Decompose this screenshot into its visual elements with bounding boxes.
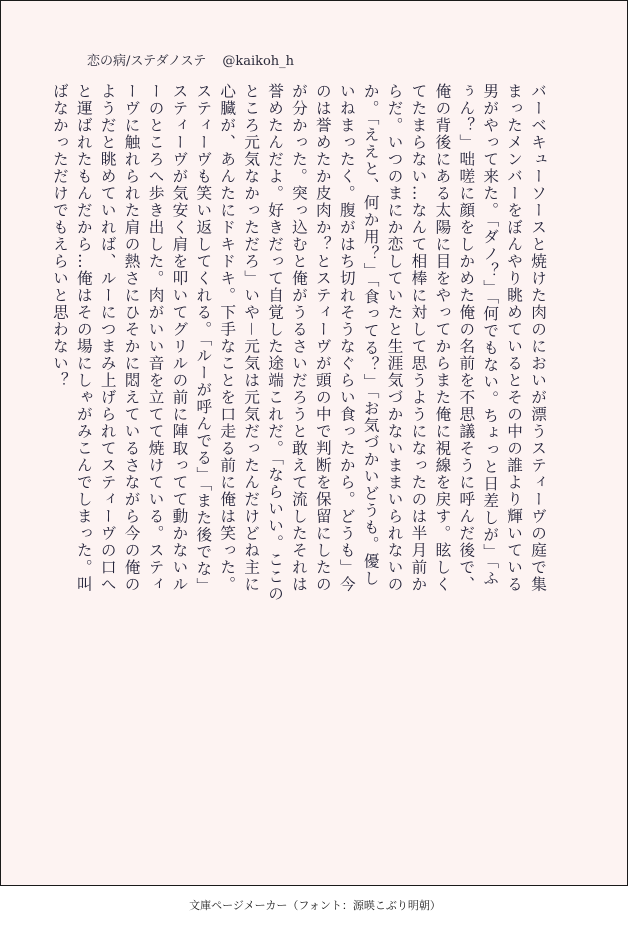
story-body: バーベキューソースと焼けた肉のにおいが漂うスティーヴの庭で集まったメンバーをぼんやり眺めているとその中の誰より輝いている男がやって来た。「ダノ？」「何でもない。ちょっと日差しが」「ふぅん？」咄嗟に顔をしかめた俺の名前を不思議そうに呼んだ後で、俺の背後にある太陽に目をやってからまた俺に視線を戻す。眩しくてたまらない…なんて相棒に対して思うようになったのは半月前からだ。いつのまにか恋していたと生涯気づかないままいられないのか。「ええと、何か用？」「食ってる？」「お気づかいどうも。優しいねまったく。腹がはち切れそうなぐらい食ったから。どうも」今のは誉めたか皮肉か？とスティーヴが頭の中で判断を保留にしたのが分かった。突っ込むと俺がうるさいだろうと敢えて流したそれは誉めたんだよ。好きだって自覚した途端これだ。「ならいい。ここのところ元気なかっただろ」いや－元気は元気だったんだけどね主に心臓が、あんたにドキドキ。下手なことを口走る前に俺は笑った。スティーヴも笑い返してくれる。「ルーが呼んでる」「また後でな」スティーヴが気安く肩を叩いてグリルの前に陣取ってて動かないルーのところへ歩き出した。肉がいい音を立てて焼けている。スティーヴに触れられた肩の熱さにひそかに悶えているさながら今の俺のようだと眺めていれば、ルーにつまみ上げられてスティーヴの口へと運ばれたもんだから…俺はその場にしゃがみこんでしまった。叫ばなかっただけでもえらいと思わない？ xyxy=(50,83,547,603)
header xyxy=(87,50,294,69)
author-handle: @kaikoh_h xyxy=(222,54,295,69)
footer-credit: 文庫ページメーカー（フォント：源暎こぶり明朝） xyxy=(189,899,441,912)
story-title: 恋の病/ステダノステ xyxy=(87,54,207,69)
